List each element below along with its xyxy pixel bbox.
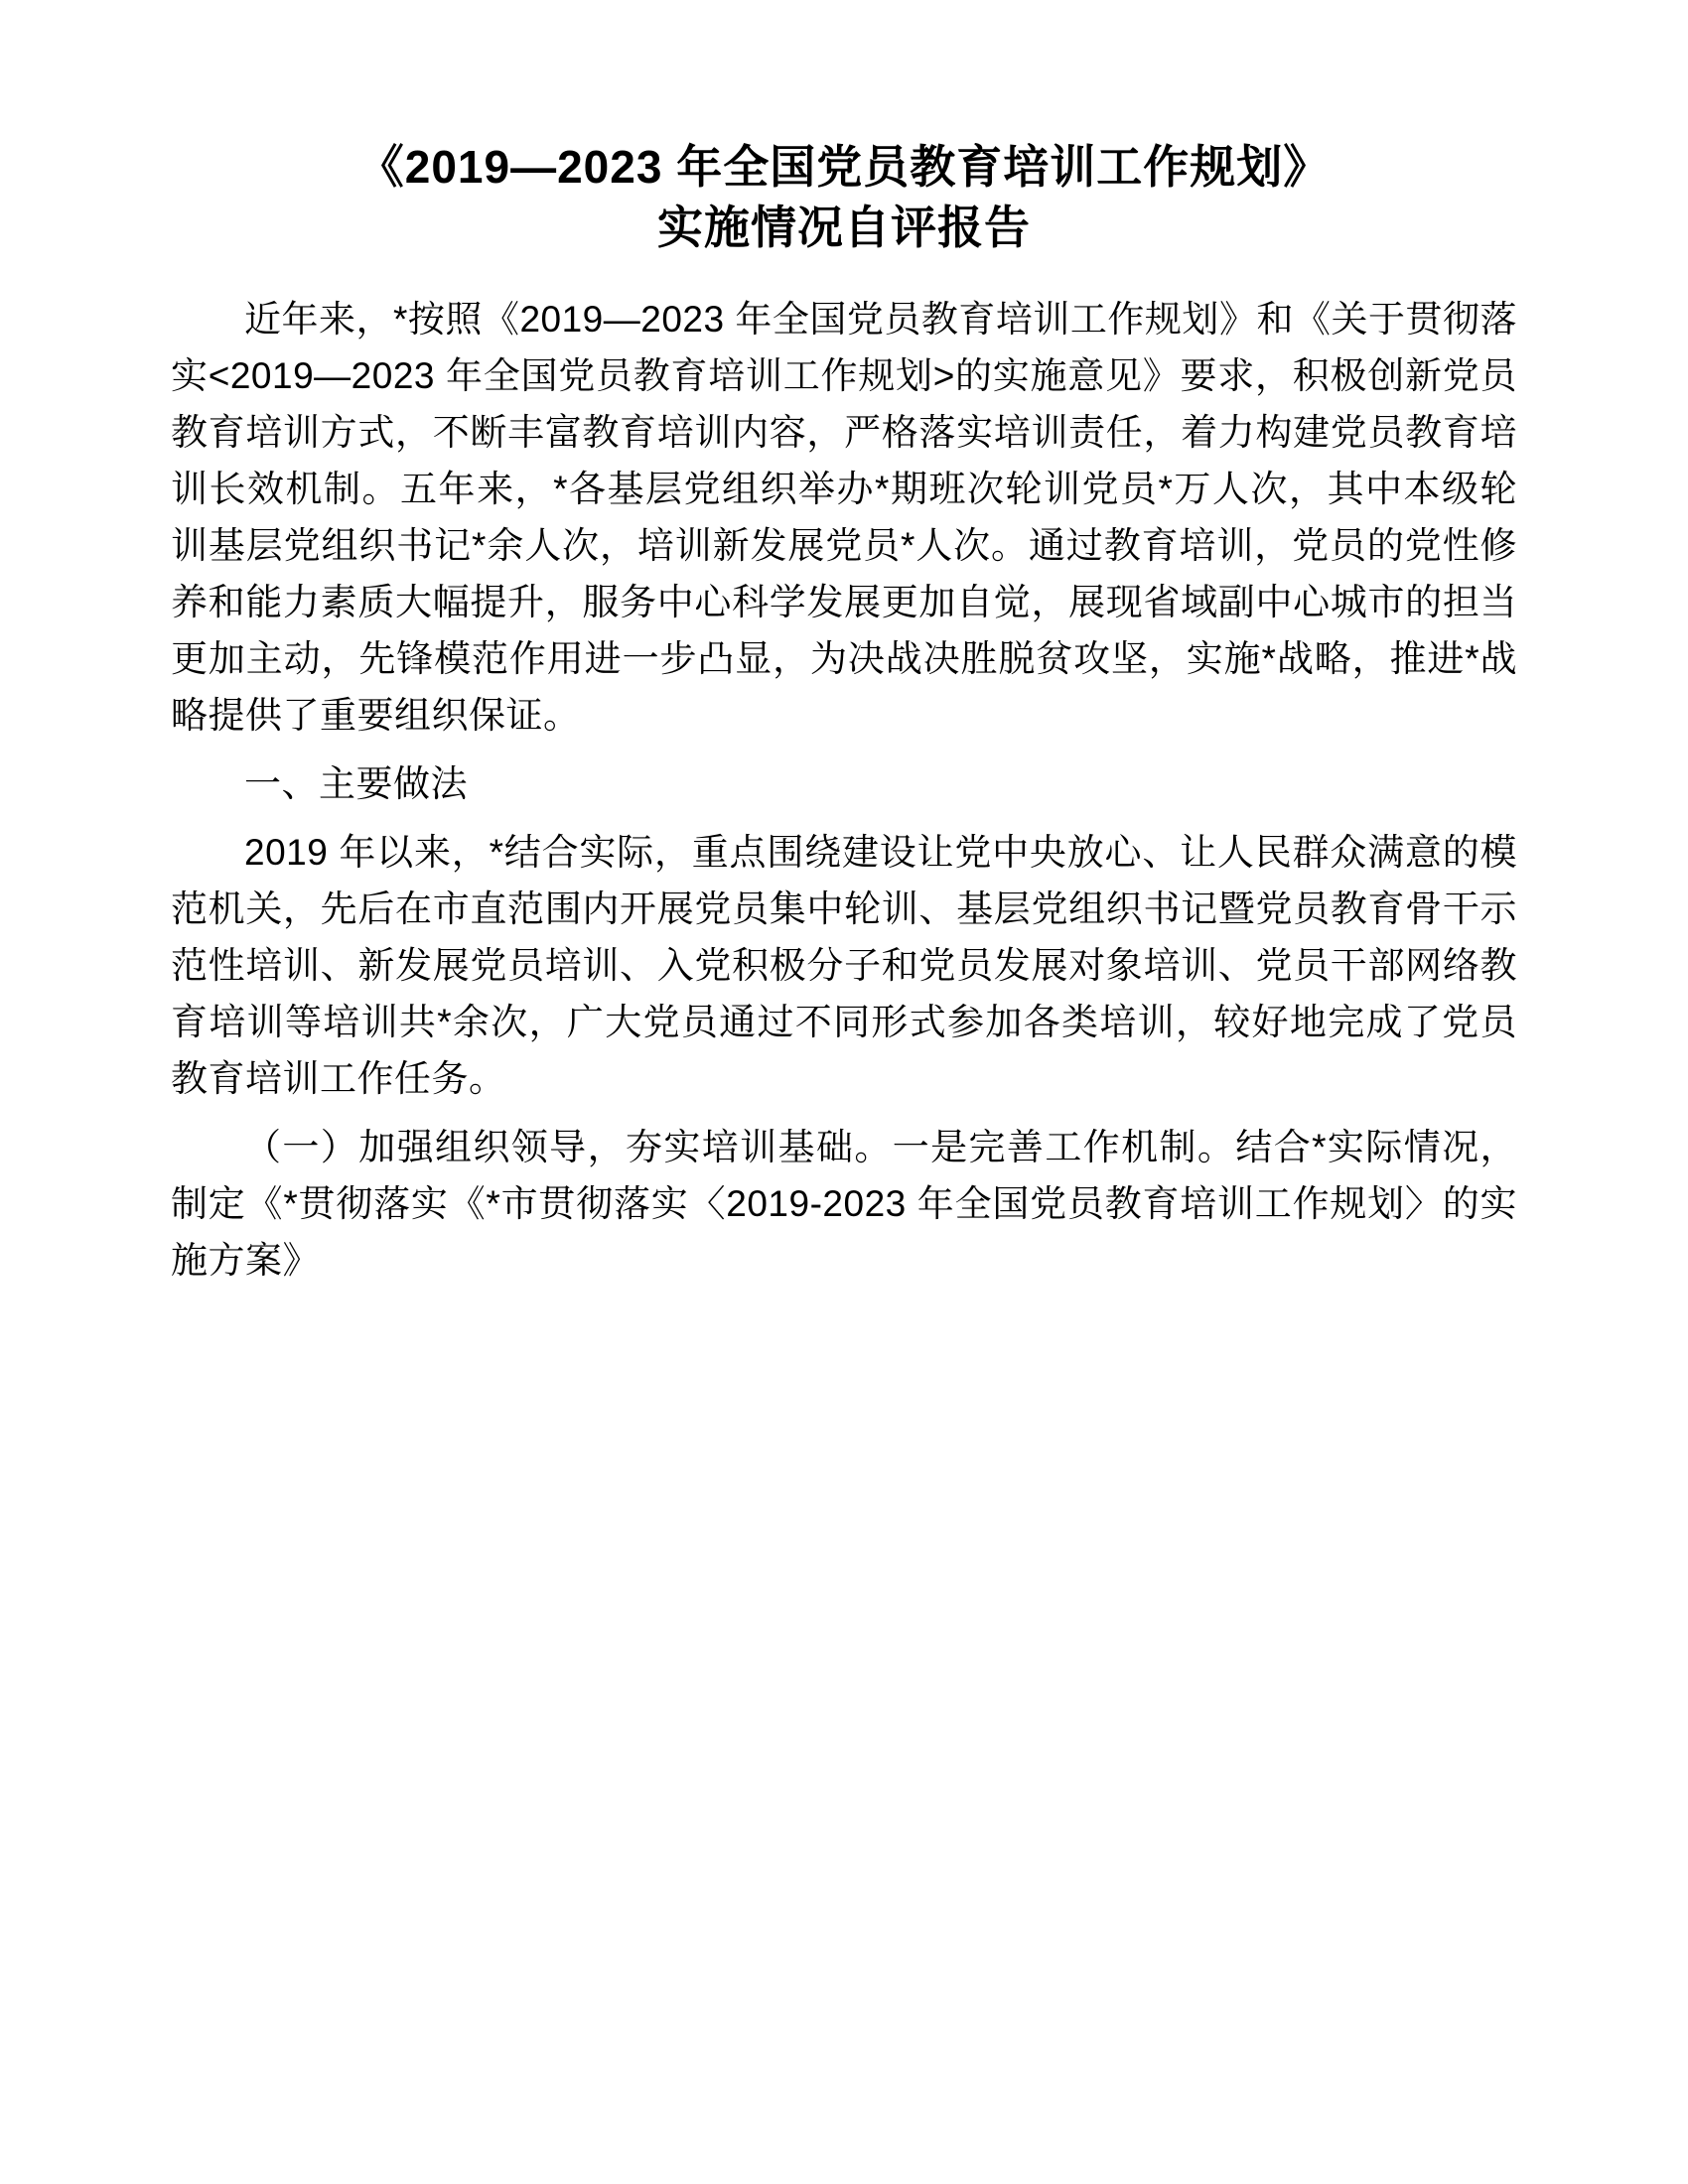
document-title-line1: 《2019—2023 年全国党员教育培训工作规划》 — [357, 141, 1331, 193]
document-title-line2: 实施情况自评报告 — [657, 201, 1031, 253]
section-heading-main-practices: 一、主要做法 — [244, 763, 468, 805]
paragraph-organization-leadership: （一）加强组织领导，夯实培训基础。一是完善工作机制。结合*实际情况，制定《*贯彻落实《*市贯彻落实〈2019-2023 年全国党员教育培训工作规划〉的实施方案》 — [171, 1127, 1517, 1282]
document-body — [171, 291, 1517, 1289]
document-title — [171, 137, 1517, 257]
paragraph-intro: 近年来，*按照《2019—2023 年全国党员教育培训工作规划》和《关于贯彻落实<2019—2023 年全国党员教育培训工作规划>的实施意见》要求，积极创新党员教育培训方式，不断丰富教育培训内容，严格落实培训责任，着力构建党员教育培训长效机制。五年来，*各基层党组织举办*期班次轮训党员*万人次，其中本级轮训基层党组织书记*余人次，培训新发展党员*人次。通过教育培训，党员的党性修养和能力素质大幅提升，服务中心科学发展更加自觉，展现省域副中心城市的担当更加主动，先锋模范作用进一步凸显，为决战决胜脱贫攻坚，实施*战略，推进*战略提供了重要组织保证。 — [171, 299, 1517, 737]
paragraph-overview: 2019 年以来，*结合实际，重点围绕建设让党中央放心、让人民群众满意的模范机关，先后在市直范围内开展党员集中轮训、基层党组织书记暨党员教育骨干示范性培训、新发展党员培训、入党积极分子和党员发展对象培训、党员干部网络教育培训等培训共*余次，广大党员通过不同形式参加各类培训，较好地完成了党员教育培训工作任务。 — [171, 832, 1517, 1100]
